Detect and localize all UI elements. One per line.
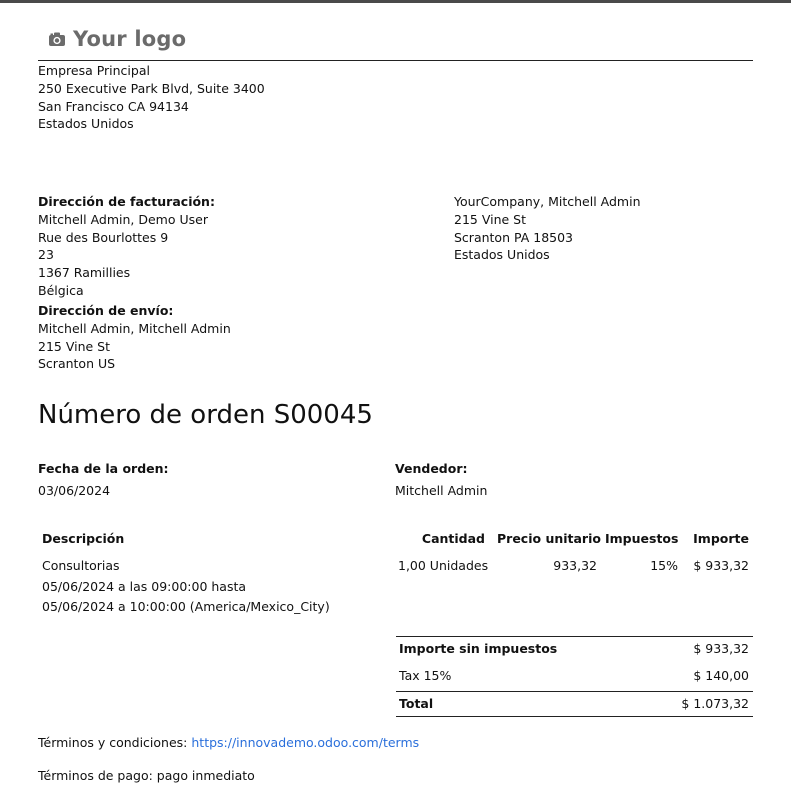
billing-country: Bélgica [38, 282, 84, 298]
terms-link[interactable]: https://innovademo.odoo.com/terms [191, 735, 420, 750]
billing-street2: 23 [38, 247, 54, 263]
billing-address [38, 193, 215, 300]
partner-name: YourCompany, Mitchell Admin [454, 194, 641, 209]
row-amount: $ 933,32 [693, 558, 749, 573]
column-header-amount: Importe [693, 531, 749, 546]
row-quantity: 1,00 Unidades [398, 558, 489, 573]
total-label: Total [399, 696, 434, 711]
partner-country: Estados Unidos [454, 247, 550, 263]
salesperson-value: Mitchell Admin [395, 483, 488, 498]
row-description [42, 556, 330, 618]
header-divider [38, 60, 753, 61]
company-city: San Francisco CA 94134 [38, 98, 189, 114]
column-header-description: Descripción [42, 531, 125, 546]
partner-street: 215 Vine St [454, 211, 527, 227]
total-bottom-divider [396, 716, 753, 717]
billing-name: Mitchell Admin, Demo User [38, 211, 208, 227]
row-description-line: 05/06/2024 a 10:00:00 (America/Mexico_City) [42, 599, 330, 614]
billing-address-label: Dirección de facturación: [38, 194, 215, 209]
untaxed-label: Importe sin impuestos [399, 641, 558, 656]
company-name: Empresa Principal [38, 63, 150, 78]
shipping-name: Mitchell Admin, Mitchell Admin [38, 320, 231, 336]
row-unit-price: 933,32 [553, 558, 597, 573]
untaxed-value: $ 933,32 [693, 641, 749, 656]
column-header-quantity: Cantidad [421, 531, 485, 546]
shipping-city: Scranton US [38, 356, 116, 372]
terms-label: Términos y condiciones: [38, 735, 188, 750]
row-description-line: 05/06/2024 a las 09:00:00 hasta [42, 578, 247, 594]
order-date-value: 03/06/2024 [38, 483, 111, 498]
partner-address [454, 193, 641, 264]
salesperson-label: Vendedor: [395, 461, 468, 476]
top-border [0, 0, 791, 3]
partner-city: Scranton PA 18503 [454, 229, 574, 245]
row-description-line: Consultorias [42, 558, 120, 573]
terms-and-conditions [38, 735, 419, 750]
camera-icon [48, 31, 66, 47]
salesperson [395, 460, 487, 500]
total-divider [396, 691, 753, 692]
tax-value: $ 140,00 [693, 668, 749, 683]
row-taxes: 15% [650, 558, 678, 573]
total-value: $ 1.073,32 [681, 696, 749, 711]
shipping-address-label: Dirección de envío: [38, 303, 174, 318]
document-title: Número de orden S00045 [38, 400, 373, 430]
order-date-label: Fecha de la orden: [38, 461, 169, 476]
billing-street: Rue des Bourlottes 9 [38, 229, 169, 245]
company-street: 250 Executive Park Blvd, Suite 3400 [38, 80, 265, 96]
totals-divider [396, 636, 753, 637]
order-date [38, 460, 169, 500]
company-country: Estados Unidos [38, 116, 134, 132]
tax-label: Tax 15% [399, 668, 452, 683]
column-header-unit-price: Precio unitario [497, 531, 601, 546]
company-logo [48, 26, 186, 52]
shipping-address [38, 302, 231, 373]
billing-city: 1367 Ramillies [38, 265, 131, 281]
payment-terms: Términos de pago: pago inmediato [38, 768, 255, 783]
column-header-taxes: Impuestos [605, 531, 679, 546]
shipping-street: 215 Vine St [38, 338, 111, 354]
company-address [38, 62, 265, 133]
logo-text: Your logo [73, 27, 187, 51]
